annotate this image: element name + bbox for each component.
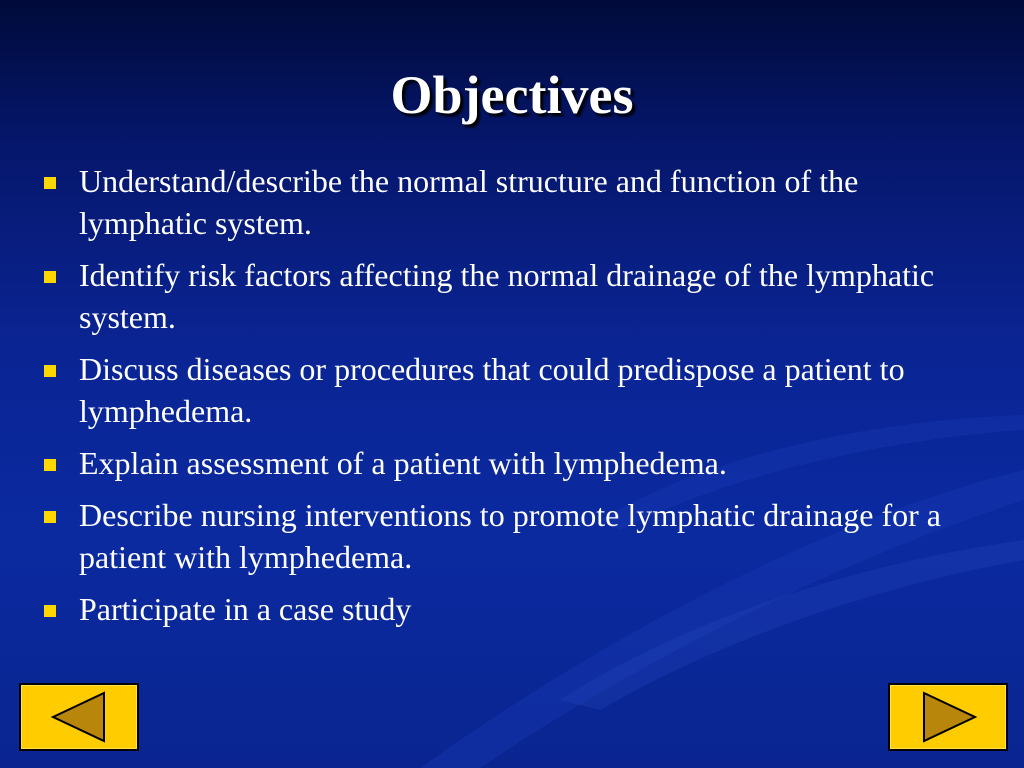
list-item-text: Participate in a case study [79, 591, 412, 627]
square-bullet-icon [44, 605, 56, 617]
list-item [40, 254, 960, 338]
list-item [40, 494, 960, 578]
list-item-text: Discuss diseases or procedures that could predispose a patient to lymphedema. [79, 351, 905, 429]
square-bullet-icon [44, 511, 56, 523]
list-item-text: Identify risk factors affecting the normal drainage of the lymphatic system. [79, 257, 935, 335]
list-item [40, 442, 960, 484]
next-slide-button[interactable] [888, 683, 1008, 751]
triangle-left-icon [21, 685, 137, 749]
objectives-list [40, 160, 960, 640]
square-bullet-icon [44, 459, 56, 471]
square-bullet-icon [44, 177, 56, 189]
slide-title: Objectives [390, 65, 634, 125]
list-item-text: Describe nursing interventions to promote lymphatic drainage for a patient with lymphedema. [79, 497, 941, 575]
list-item [40, 348, 960, 432]
list-item [40, 588, 960, 630]
triangle-right-icon [890, 685, 1006, 749]
previous-slide-button[interactable] [19, 683, 139, 751]
square-bullet-icon [44, 365, 56, 377]
list-item [40, 160, 960, 244]
square-bullet-icon [44, 271, 56, 283]
list-item-text: Understand/describe the normal structure and function of the lymphatic system. [79, 163, 859, 241]
list-item-text: Explain assessment of a patient with lymphedema. [79, 445, 727, 481]
